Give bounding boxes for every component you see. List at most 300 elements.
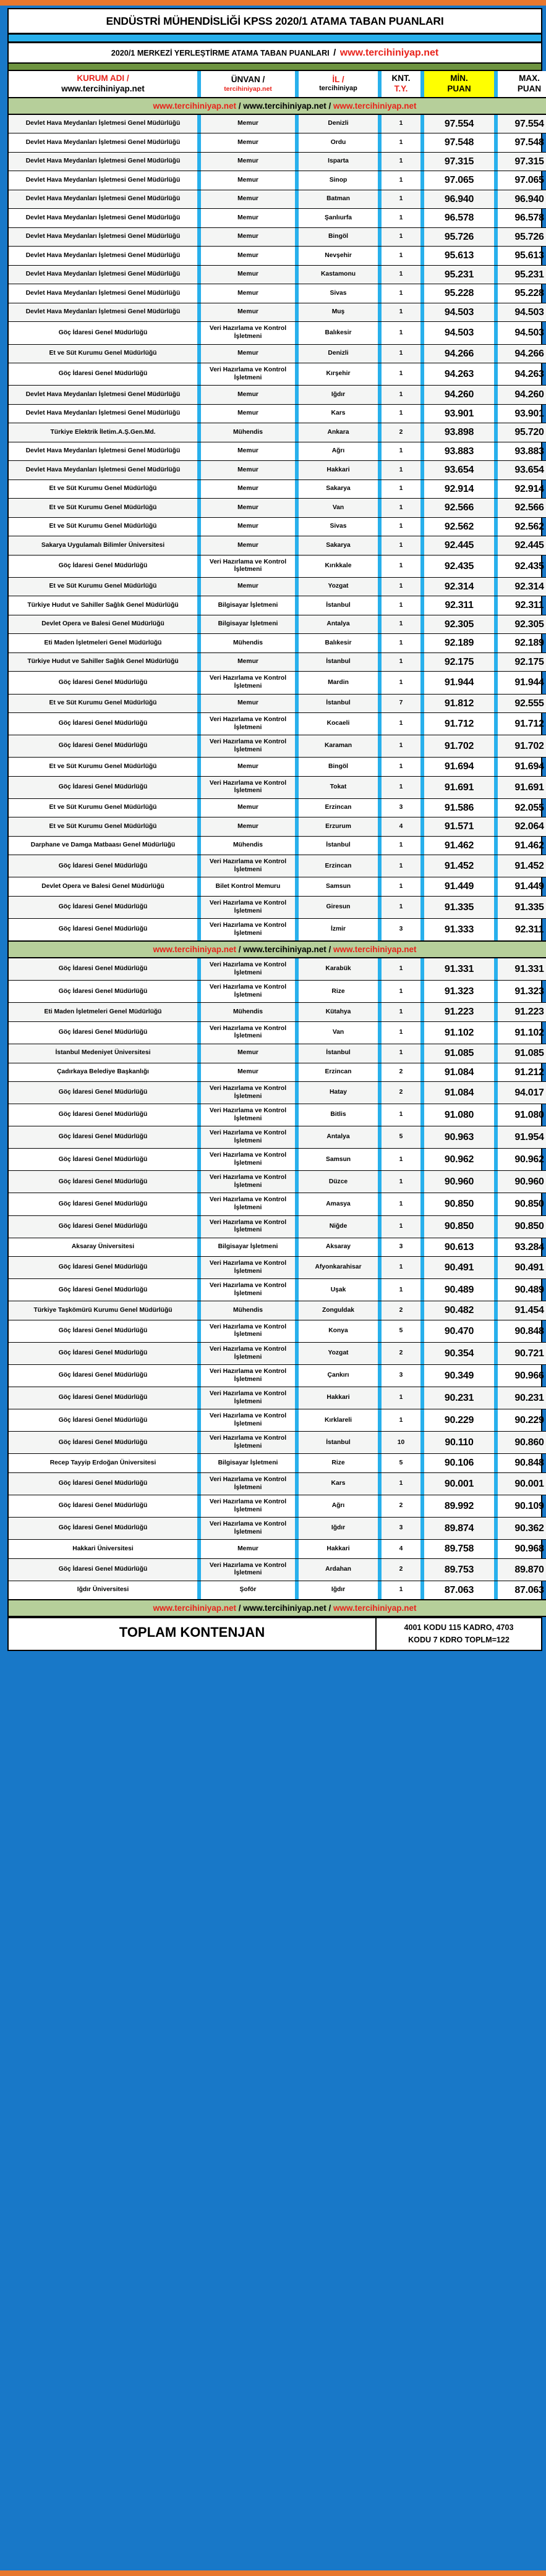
cell-min-puan: 90.231 — [424, 1387, 494, 1409]
cell-knt: 3 — [382, 1238, 420, 1257]
cell-knt: 2 — [382, 1063, 420, 1082]
cell-knt: 2 — [382, 1558, 420, 1581]
table-row — [9, 1279, 546, 1301]
cell-unvan: Veri Hazırlama ve Kontrol İşletmeni — [201, 776, 295, 798]
table-row — [9, 1215, 546, 1238]
cell-unvan: Veri Hazırlama ve Kontrol İşletmeni — [201, 1365, 295, 1387]
cell-il: Iğdır — [299, 386, 378, 405]
cell-unvan: Veri Hazırlama ve Kontrol İşletmeni — [201, 1021, 295, 1044]
cell-min-puan: 92.562 — [424, 517, 494, 536]
cell-max-puan: 90.489 — [498, 1279, 546, 1301]
cell-max-puan: 90.001 — [498, 1472, 546, 1495]
cell-unvan: Memur — [201, 1063, 295, 1082]
cell-il: Bingöl — [299, 758, 378, 777]
cell-il: Van — [299, 1021, 378, 1044]
cell-knt: 1 — [382, 190, 420, 209]
ad-link-2[interactable]: www.tercihiniyap.net — [243, 945, 326, 955]
cell-unvan: Memur — [201, 284, 295, 303]
cell-knt: 1 — [382, 897, 420, 919]
cell-max-puan: 91.712 — [498, 713, 546, 735]
cell-kurum: Devlet Hava Meydanları İşletmesi Genel Müdürlüğü — [9, 303, 197, 322]
cell-max-puan: 92.055 — [498, 798, 546, 817]
cell-min-puan: 89.758 — [424, 1540, 494, 1559]
cell-min-puan: 91.223 — [424, 1003, 494, 1022]
table-row — [9, 1149, 546, 1171]
table-row — [9, 517, 546, 536]
cell-max-puan: 90.860 — [498, 1432, 546, 1454]
cell-knt: 1 — [382, 1472, 420, 1495]
table-row — [9, 1518, 546, 1540]
cell-kurum: Eti Maden İşletmeleri Genel Müdürlüğü — [9, 634, 197, 653]
cell-il: Karaman — [299, 735, 378, 758]
cell-unvan: Veri Hazırlama ve Kontrol İşletmeni — [201, 1387, 295, 1409]
cell-knt: 3 — [382, 1518, 420, 1540]
cell-knt: 1 — [382, 479, 420, 499]
cell-il: Ankara — [299, 423, 378, 442]
cell-min-puan: 90.850 — [424, 1215, 494, 1238]
cell-il: Iğdır — [299, 1518, 378, 1540]
cell-unvan: Memur — [201, 247, 295, 266]
cell-unvan: Memur — [201, 152, 295, 171]
cell-min-puan: 91.449 — [424, 877, 494, 897]
cell-unvan: Veri Hazırlama ve Kontrol İşletmeni — [201, 1432, 295, 1454]
cell-knt: 2 — [382, 1495, 420, 1518]
cell-kurum: Göç İdaresi Genel Müdürlüğü — [9, 1193, 197, 1215]
cell-min-puan: 90.491 — [424, 1257, 494, 1279]
cell-kurum: Devlet Opera ve Balesi Genel Müdürlüğü — [9, 615, 197, 634]
cell-min-puan: 90.962 — [424, 1149, 494, 1171]
cell-unvan: Memur — [201, 209, 295, 228]
cell-min-puan: 92.435 — [424, 555, 494, 577]
cell-unvan: Veri Hazırlama ve Kontrol İşletmeni — [201, 1104, 295, 1126]
cell-kurum: Göç İdaresi Genel Müdürlüğü — [9, 1215, 197, 1238]
table-row — [9, 284, 546, 303]
cell-min-puan: 94.503 — [424, 303, 494, 322]
table-row — [9, 386, 546, 405]
cell-max-puan: 90.966 — [498, 1365, 546, 1387]
table-row — [9, 1063, 546, 1082]
cell-min-puan: 91.944 — [424, 672, 494, 694]
cell-max-puan: 95.231 — [498, 265, 546, 284]
ad-banner-row — [9, 1600, 546, 1616]
cell-il: Samsun — [299, 877, 378, 897]
cell-max-puan: 94.503 — [498, 303, 546, 322]
cell-il: Antalya — [299, 1126, 378, 1149]
cell-il: Bingöl — [299, 227, 378, 247]
cell-knt: 1 — [382, 652, 420, 672]
cell-kurum: Devlet Hava Meydanları İşletmesi Genel Müdürlüğü — [9, 265, 197, 284]
cell-kurum: Devlet Opera ve Balesi Genel Müdürlüğü — [9, 877, 197, 897]
cell-knt: 1 — [382, 555, 420, 577]
cell-unvan: Veri Hazırlama ve Kontrol İşletmeni — [201, 363, 295, 386]
cell-kurum: Göç İdaresi Genel Müdürlüğü — [9, 1495, 197, 1518]
cell-knt: 1 — [382, 322, 420, 344]
column-header-knt — [382, 71, 420, 98]
cell-max-puan: 90.960 — [498, 1171, 546, 1193]
cell-knt: 2 — [382, 423, 420, 442]
cell-kurum: Et ve Süt Kurumu Genel Müdürlüğü — [9, 817, 197, 837]
cell-unvan: Mühendis — [201, 1003, 295, 1022]
cell-il: İstanbul — [299, 694, 378, 713]
cell-max-puan: 91.694 — [498, 758, 546, 777]
cell-unvan: Memur — [201, 1540, 295, 1559]
cell-kurum: Göç İdaresi Genel Müdürlüğü — [9, 855, 197, 877]
subtitle-text: 2020/1 MERKEZİ YERLEŞTİRME ATAMA TABAN PUANLARI — [111, 49, 330, 57]
cell-kurum: Göç İdaresi Genel Müdürlüğü — [9, 1472, 197, 1495]
cell-knt: 1 — [382, 634, 420, 653]
ad-banner-cell — [9, 98, 546, 114]
cell-max-puan: 91.462 — [498, 836, 546, 855]
cell-min-puan: 95.231 — [424, 265, 494, 284]
table-row — [9, 152, 546, 171]
cell-max-puan: 90.850 — [498, 1193, 546, 1215]
table-row — [9, 713, 546, 735]
cell-max-puan: 91.085 — [498, 1044, 546, 1063]
cell-min-puan: 91.712 — [424, 713, 494, 735]
cell-knt: 1 — [382, 1044, 420, 1063]
cell-min-puan: 95.228 — [424, 284, 494, 303]
column-header-max-bottom: PUAN — [517, 83, 542, 93]
table-row — [9, 1581, 546, 1600]
cell-il: Karabük — [299, 958, 378, 981]
cell-kurum: Iğdır Üniversitesi — [9, 1581, 197, 1600]
column-header-unvan — [201, 71, 295, 98]
cell-kurum: Göç İdaresi Genel Müdürlüğü — [9, 1126, 197, 1149]
table-row — [9, 499, 546, 518]
cell-max-puan: 94.503 — [498, 322, 546, 344]
cell-max-puan: 90.962 — [498, 1149, 546, 1171]
cell-il: Sivas — [299, 284, 378, 303]
cell-max-puan: 92.311 — [498, 919, 546, 942]
cell-il: Konya — [299, 1320, 378, 1342]
cell-knt: 2 — [382, 1342, 420, 1364]
cell-kurum: Devlet Hava Meydanları İşletmesi Genel Müdürlüğü — [9, 442, 197, 461]
cell-kurum: Göç İdaresi Genel Müdürlüğü — [9, 1257, 197, 1279]
cell-max-puan: 91.702 — [498, 735, 546, 758]
table-row — [9, 836, 546, 855]
column-header-il-top: İL / — [332, 74, 344, 84]
cell-kurum: Et ve Süt Kurumu Genel Müdürlüğü — [9, 499, 197, 518]
table-row — [9, 171, 546, 190]
cell-knt: 1 — [382, 386, 420, 405]
cell-knt: 1 — [382, 713, 420, 735]
cell-kurum: Göç İdaresi Genel Müdürlüğü — [9, 363, 197, 386]
cell-unvan: Veri Hazırlama ve Kontrol İşletmeni — [201, 1279, 295, 1301]
cell-min-puan: 89.874 — [424, 1518, 494, 1540]
column-header-unvan-bottom: tercihiniyap.net — [224, 85, 272, 93]
cell-min-puan: 91.586 — [424, 798, 494, 817]
cell-max-puan: 89.870 — [498, 1558, 546, 1581]
cell-min-puan: 92.311 — [424, 596, 494, 615]
total-quota-line1: 4001 KODU 115 KADRO, 4703 — [404, 1623, 514, 1632]
column-header-kurum — [9, 71, 197, 98]
cell-unvan: Veri Hazırlama ve Kontrol İşletmeni — [201, 1409, 295, 1432]
ad-banner-cell — [9, 1600, 546, 1616]
ad-link-2[interactable]: www.tercihiniyap.net — [243, 1603, 326, 1613]
cell-unvan: Veri Hazırlama ve Kontrol İşletmeni — [201, 855, 295, 877]
cell-kurum: Devlet Hava Meydanları İşletmesi Genel Müdürlüğü — [9, 284, 197, 303]
column-header-min-puan — [424, 71, 494, 98]
cell-knt: 1 — [382, 1193, 420, 1215]
cell-min-puan: 93.654 — [424, 461, 494, 480]
cell-min-puan: 96.578 — [424, 209, 494, 228]
cell-kurum: Devlet Hava Meydanları İşletmesi Genel Müdürlüğü — [9, 247, 197, 266]
table-row — [9, 1193, 546, 1215]
ad-sep-2: / — [326, 101, 334, 111]
table-row — [9, 919, 546, 942]
cell-max-puan: 92.562 — [498, 517, 546, 536]
cell-kurum: Göç İdaresi Genel Müdürlüğü — [9, 1279, 197, 1301]
cell-max-puan: 91.335 — [498, 897, 546, 919]
cell-knt: 1 — [382, 404, 420, 423]
cell-unvan: Mühendis — [201, 634, 295, 653]
cell-il: Ardahan — [299, 1558, 378, 1581]
cell-max-puan: 91.454 — [498, 1301, 546, 1320]
cell-il: Sakarya — [299, 479, 378, 499]
table-row — [9, 536, 546, 555]
cell-unvan: Veri Hazırlama ve Kontrol İşletmeni — [201, 897, 295, 919]
cell-kurum: Devlet Hava Meydanları İşletmesi Genel Müdürlüğü — [9, 461, 197, 480]
cell-unvan: Memur — [201, 798, 295, 817]
cell-kurum: Göç İdaresi Genel Müdürlüğü — [9, 981, 197, 1003]
table-row — [9, 776, 546, 798]
cell-kurum: Göç İdaresi Genel Müdürlüğü — [9, 1149, 197, 1171]
cell-min-puan: 96.940 — [424, 190, 494, 209]
cell-unvan: Veri Hazırlama ve Kontrol İşletmeni — [201, 672, 295, 694]
cell-unvan: Veri Hazırlama ve Kontrol İşletmeni — [201, 713, 295, 735]
cell-kurum: İstanbul Medeniyet Üniversitesi — [9, 1044, 197, 1063]
table-row — [9, 423, 546, 442]
cell-knt: 1 — [382, 1581, 420, 1600]
cell-min-puan: 90.960 — [424, 1171, 494, 1193]
green-divider — [9, 64, 541, 71]
cell-kurum: Eti Maden İşletmeleri Genel Müdürlüğü — [9, 1003, 197, 1022]
cell-min-puan: 91.333 — [424, 919, 494, 942]
cell-unvan: Memur — [201, 817, 295, 837]
cell-il: İstanbul — [299, 1432, 378, 1454]
cell-min-puan: 93.883 — [424, 442, 494, 461]
cell-unvan: Memur — [201, 1044, 295, 1063]
cell-unvan: Veri Hazırlama ve Kontrol İşletmeni — [201, 1082, 295, 1104]
table-row — [9, 247, 546, 266]
cell-knt: 1 — [382, 1149, 420, 1171]
table-row — [9, 1387, 546, 1409]
total-quota-detail — [377, 1618, 541, 1650]
cell-kurum: Devlet Hava Meydanları İşletmesi Genel Müdürlüğü — [9, 227, 197, 247]
cell-knt: 1 — [382, 1104, 420, 1126]
cell-kurum: Devlet Hava Meydanları İşletmesi Genel Müdürlüğü — [9, 190, 197, 209]
cell-max-puan: 91.944 — [498, 672, 546, 694]
ad-link-3[interactable]: www.tercihiniyap.net — [333, 1603, 417, 1613]
cell-knt: 1 — [382, 461, 420, 480]
cell-il: Balıkesir — [299, 322, 378, 344]
ad-link-3[interactable]: www.tercihiniyap.net — [333, 945, 417, 955]
cell-min-puan: 87.063 — [424, 1581, 494, 1600]
cell-min-puan: 91.323 — [424, 981, 494, 1003]
cell-knt: 1 — [382, 615, 420, 634]
cell-knt: 1 — [382, 536, 420, 555]
cell-kurum: Et ve Süt Kurumu Genel Müdürlüğü — [9, 479, 197, 499]
ad-sep-2: / — [326, 945, 334, 955]
cell-knt: 1 — [382, 303, 420, 322]
ad-link-2[interactable]: www.tercihiniyap.net — [243, 101, 326, 111]
cell-knt: 1 — [382, 672, 420, 694]
table-row — [9, 265, 546, 284]
cell-max-puan: 90.850 — [498, 1215, 546, 1238]
column-header-unvan-top: ÜNVAN / — [231, 74, 265, 84]
cell-min-puan: 93.898 — [424, 423, 494, 442]
cell-kurum: Et ve Süt Kurumu Genel Müdürlüğü — [9, 798, 197, 817]
table-row — [9, 555, 546, 577]
cell-max-puan: 90.109 — [498, 1495, 546, 1518]
cell-kurum: Göç İdaresi Genel Müdürlüğü — [9, 919, 197, 942]
cell-kurum: Devlet Hava Meydanları İşletmesi Genel Müdürlüğü — [9, 133, 197, 153]
cell-il: İstanbul — [299, 1044, 378, 1063]
cell-il: Kars — [299, 404, 378, 423]
cell-unvan: Bilgisayar İşletmeni — [201, 596, 295, 615]
cell-il: Hakkari — [299, 461, 378, 480]
cell-unvan: Memur — [201, 479, 295, 499]
cell-knt: 1 — [382, 1257, 420, 1279]
table-row — [9, 404, 546, 423]
cell-min-puan: 95.726 — [424, 227, 494, 247]
column-header-knt-bottom: T.Y. — [394, 83, 408, 93]
cell-min-puan: 90.963 — [424, 1126, 494, 1149]
cell-max-puan: 91.323 — [498, 981, 546, 1003]
cell-min-puan: 90.613 — [424, 1238, 494, 1257]
cell-min-puan: 97.065 — [424, 171, 494, 190]
cell-il: İstanbul — [299, 836, 378, 855]
cell-unvan: Bilgisayar İşletmeni — [201, 1454, 295, 1473]
table-row — [9, 877, 546, 897]
cell-min-puan: 95.613 — [424, 247, 494, 266]
cell-kurum: Göç İdaresi Genel Müdürlüğü — [9, 958, 197, 981]
cell-knt: 3 — [382, 798, 420, 817]
cell-unvan: Memur — [201, 190, 295, 209]
cell-min-puan: 94.263 — [424, 363, 494, 386]
column-header-il-bottom: tercihiniyap — [319, 85, 357, 93]
cell-knt: 1 — [382, 1409, 420, 1432]
cell-knt: 1 — [382, 758, 420, 777]
cell-min-puan: 92.175 — [424, 652, 494, 672]
cell-unvan: Veri Hazırlama ve Kontrol İşletmeni — [201, 1171, 295, 1193]
cell-kurum: Göç İdaresi Genel Müdürlüğü — [9, 1409, 197, 1432]
footer-total-row — [9, 1617, 541, 1650]
table-row — [9, 1365, 546, 1387]
cell-knt: 1 — [382, 1215, 420, 1238]
cell-kurum: Devlet Hava Meydanları İşletmesi Genel Müdürlüğü — [9, 152, 197, 171]
ad-link-1[interactable]: www.tercihiniyap.net — [153, 1603, 236, 1613]
table-row — [9, 1409, 546, 1432]
cell-unvan: Mühendis — [201, 423, 295, 442]
ad-link-1[interactable]: www.tercihiniyap.net — [153, 945, 236, 955]
cell-knt: 5 — [382, 1454, 420, 1473]
cell-il: Hatay — [299, 1082, 378, 1104]
cell-knt: 3 — [382, 1365, 420, 1387]
cell-unvan: Veri Hazırlama ve Kontrol İşletmeni — [201, 735, 295, 758]
cell-knt: 1 — [382, 517, 420, 536]
cell-kurum: Et ve Süt Kurumu Genel Müdürlüğü — [9, 758, 197, 777]
cell-kurum: Recep Tayyip Erdoğan Üniversitesi — [9, 1454, 197, 1473]
table-row — [9, 1540, 546, 1559]
cell-il: Batman — [299, 190, 378, 209]
cell-unvan: Memur — [201, 536, 295, 555]
cell-kurum: Göç İdaresi Genel Müdürlüğü — [9, 1342, 197, 1364]
cell-max-puan: 91.691 — [498, 776, 546, 798]
table-row — [9, 672, 546, 694]
cell-knt: 4 — [382, 817, 420, 837]
cell-il: Kastamonu — [299, 265, 378, 284]
cell-unvan: Memur — [201, 171, 295, 190]
cell-max-puan: 95.720 — [498, 423, 546, 442]
cell-il: İstanbul — [299, 596, 378, 615]
cell-unvan: Mühendis — [201, 836, 295, 855]
cell-il: Denizli — [299, 114, 378, 133]
table-row — [9, 114, 546, 133]
cell-il: Kocaeli — [299, 713, 378, 735]
cell-knt: 1 — [382, 1387, 420, 1409]
cell-max-puan: 92.914 — [498, 479, 546, 499]
document-body — [7, 8, 542, 1651]
cell-min-puan: 97.548 — [424, 133, 494, 153]
cell-max-puan: 90.491 — [498, 1257, 546, 1279]
table-row — [9, 596, 546, 615]
cell-min-puan: 91.691 — [424, 776, 494, 798]
cell-knt: 1 — [382, 227, 420, 247]
cell-max-puan: 87.063 — [498, 1581, 546, 1600]
ad-sep-1: / — [236, 1603, 244, 1613]
cell-kurum: Sakarya Uygulamalı Bilimler Üniversitesi — [9, 536, 197, 555]
cell-il: Ağrı — [299, 1495, 378, 1518]
subtitle-website-link[interactable]: www.tercihiniyap.net — [339, 48, 439, 58]
cell-kurum: Türkiye Hudut ve Sahiller Sağlık Genel Müdürlüğü — [9, 652, 197, 672]
cell-knt: 1 — [382, 596, 420, 615]
cell-kurum: Et ve Süt Kurumu Genel Müdürlüğü — [9, 577, 197, 596]
cell-knt: 1 — [382, 133, 420, 153]
cell-unvan: Memur — [201, 344, 295, 363]
page-title: ENDÜSTRİ MÜHENDİSLİĞİ KPSS 2020/1 ATAMA TABAN PUANLARI — [106, 15, 444, 27]
cell-knt: 1 — [382, 958, 420, 981]
column-header-knt-top: KNT. — [391, 74, 411, 83]
cell-il: Yozgat — [299, 1342, 378, 1364]
cell-knt: 1 — [382, 171, 420, 190]
table-row — [9, 133, 546, 153]
table-row — [9, 1104, 546, 1126]
cell-il: Ordu — [299, 133, 378, 153]
cell-knt: 1 — [382, 1021, 420, 1044]
cell-unvan: Veri Hazırlama ve Kontrol İşletmeni — [201, 555, 295, 577]
cell-il: Aksaray — [299, 1238, 378, 1257]
cell-knt: 5 — [382, 1320, 420, 1342]
ad-link-3[interactable]: www.tercihiniyap.net — [333, 101, 417, 111]
cell-knt: 2 — [382, 1301, 420, 1320]
column-header-kurum-bottom: www.tercihiniyap.net — [61, 83, 145, 93]
cell-min-puan: 92.914 — [424, 479, 494, 499]
cell-knt: 1 — [382, 577, 420, 596]
cell-knt: 1 — [382, 209, 420, 228]
ad-link-1[interactable]: www.tercihiniyap.net — [153, 101, 236, 111]
cell-knt: 3 — [382, 919, 420, 942]
cell-max-puan: 92.311 — [498, 596, 546, 615]
cell-kurum: Göç İdaresi Genel Müdürlüğü — [9, 735, 197, 758]
cell-max-puan: 91.452 — [498, 855, 546, 877]
cell-max-puan: 90.968 — [498, 1540, 546, 1559]
cell-unvan: Şoför — [201, 1581, 295, 1600]
cell-max-puan: 92.445 — [498, 536, 546, 555]
table-row — [9, 1044, 546, 1063]
cell-il: Sinop — [299, 171, 378, 190]
cell-kurum: Göç İdaresi Genel Müdürlüğü — [9, 1021, 197, 1044]
